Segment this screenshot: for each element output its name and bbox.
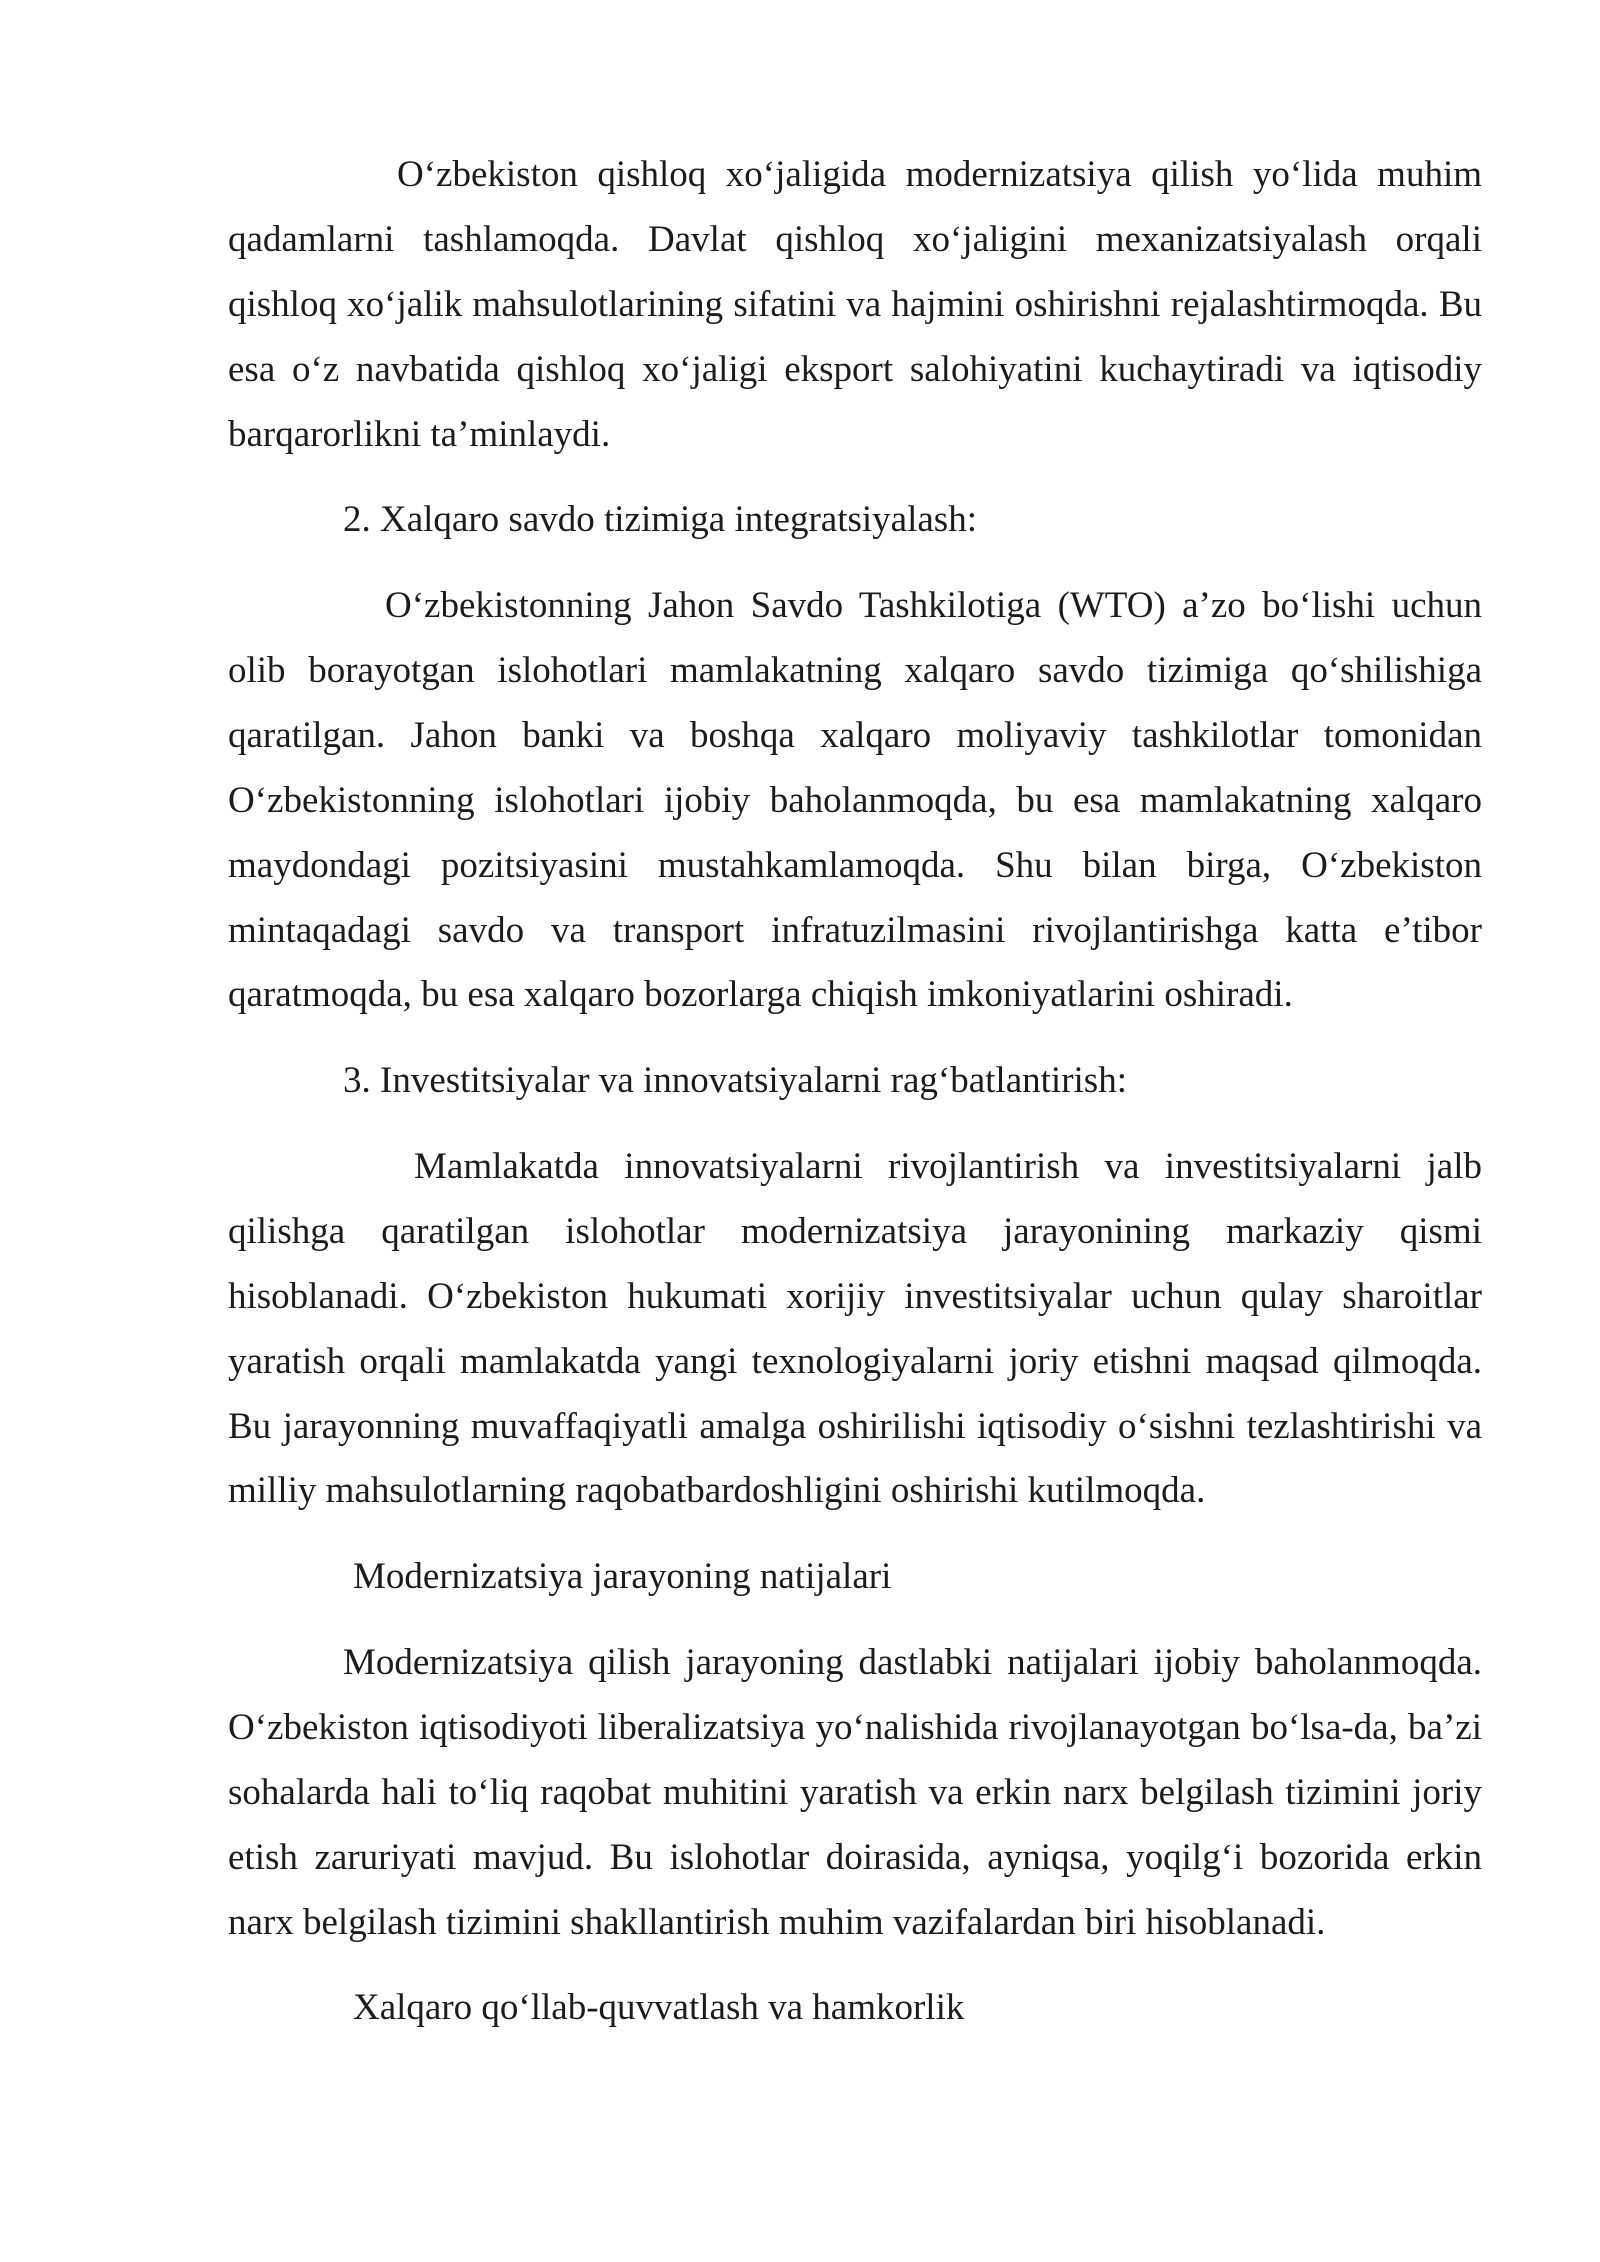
- heading-international-support: [228, 1976, 1482, 2041]
- paragraph-section-2: [228, 574, 1482, 1028]
- heading-text: 3. Investitsiyalar va innovatsiyalarni rag‘batlantirish:: [343, 1060, 1127, 1102]
- paragraph-results: [228, 1631, 1482, 1955]
- paragraph-line: qaratmoqda, bu esa xalqaro bozorlarga chiqish imkoniyatlarini oshiradi.: [228, 974, 1293, 1016]
- heading-results: [228, 1545, 1482, 1610]
- heading-text: Xalqaro qo‘llab-quvvatlash va hamkorlik: [353, 1987, 965, 2029]
- paragraph-line: O‘zbekistonning islohotlari ijobiy baholanmoqda, bu esa mamlakatning xalqaro: [228, 779, 1482, 821]
- paragraph-line: esa o‘z navbatida qishloq xo‘jaligi eksport salohiyatini kuchaytiradi va iqtisodiy: [228, 348, 1482, 390]
- paragraph-line: sohalarda hali to‘liq raqobat muhitini yaratish va erkin narx belgilash tizimini joriy: [228, 1771, 1482, 1813]
- paragraph-line: maydondagi pozitsiyasini mustahkamlamoqda. Shu bilan birga, O‘zbekiston: [228, 844, 1482, 886]
- document-page: [228, 143, 1482, 2062]
- paragraph-line: O‘zbekistonning Jahon Savdo Tashkilotiga (WTO) a’zo bo‘lishi uchun: [385, 585, 1482, 627]
- paragraph-line: olib borayotgan islohotlari mamlakatning xalqaro savdo tizimiga qo‘shilishiga: [228, 650, 1482, 692]
- heading-text: 2. Xalqaro savdo tizimiga integratsiyalash:: [343, 499, 977, 541]
- heading-section-3: [228, 1049, 1482, 1114]
- paragraph-line: yaratish orqali mamlakatda yangi texnologiyalarni joriy etishni maqsad qilmoqda.: [228, 1340, 1482, 1382]
- paragraph-line: etish zaruriyati mavjud. Bu islohotlar doirasida, ayniqsa, yoqilg‘i bozorida erkin: [228, 1836, 1482, 1878]
- paragraph-line: Mamlakatda innovatsiyalarni rivojlantirish va investitsiyalarni jalb: [414, 1146, 1482, 1188]
- paragraph-line: qadamlarni tashlamoqda. Davlat qishloq xo‘jaligini mexanizatsiyalash orqali: [228, 218, 1482, 260]
- heading-text: Modernizatsiya jarayoning natijalari: [353, 1556, 892, 1598]
- paragraph-line: qilishga qaratilgan islohotlar modernizatsiya jarayonining markaziy qismi: [228, 1210, 1482, 1252]
- paragraph-line: hisoblanadi. O‘zbekiston hukumati xorijiy investitsiyalar uchun qulay sharoitlar: [228, 1275, 1482, 1317]
- paragraph-line: O‘zbekiston qishloq xo‘jaligida modernizatsiya qilish yo‘lida muhim: [397, 154, 1482, 195]
- paragraph-section-3: [228, 1135, 1482, 1524]
- paragraph-line: mintaqadagi savdo va transport infratuzilmasini rivojlantirishga katta e’tibor: [228, 909, 1482, 951]
- paragraph-line: milliy mahsulotlarning raqobatbardoshligini oshirishi kutilmoqda.: [228, 1470, 1206, 1512]
- paragraph-line: narx belgilash tizimini shakllantirish muhim vazifalardan biri hisoblanadi.: [228, 1901, 1326, 1943]
- heading-section-2: [228, 488, 1482, 553]
- paragraph-line: qishloq xo‘jalik mahsulotlarining sifatini va hajmini oshirishni rejalashtirmoqda. Bu: [228, 283, 1482, 325]
- paragraph-line: O‘zbekiston iqtisodiyoti liberalizatsiya yo‘nalishida rivojlanayotgan bo‘lsa-da, ba’zi: [228, 1706, 1482, 1748]
- paragraph-line: Bu jarayonning muvaffaqiyatli amalga oshirilishi iqtisodiy o‘sishni tezlashtirishi va: [228, 1405, 1482, 1447]
- paragraph-line: barqarorlikni ta’minlaydi.: [228, 413, 611, 455]
- paragraph-intro: [228, 143, 1482, 467]
- paragraph-line: qaratilgan. Jahon banki va boshqa xalqaro moliyaviy tashkilotlar tomonidan: [228, 714, 1482, 756]
- paragraph-line: Modernizatsiya qilish jarayoning dastlabki natijalari ijobiy baholanmoqda.: [343, 1642, 1482, 1684]
